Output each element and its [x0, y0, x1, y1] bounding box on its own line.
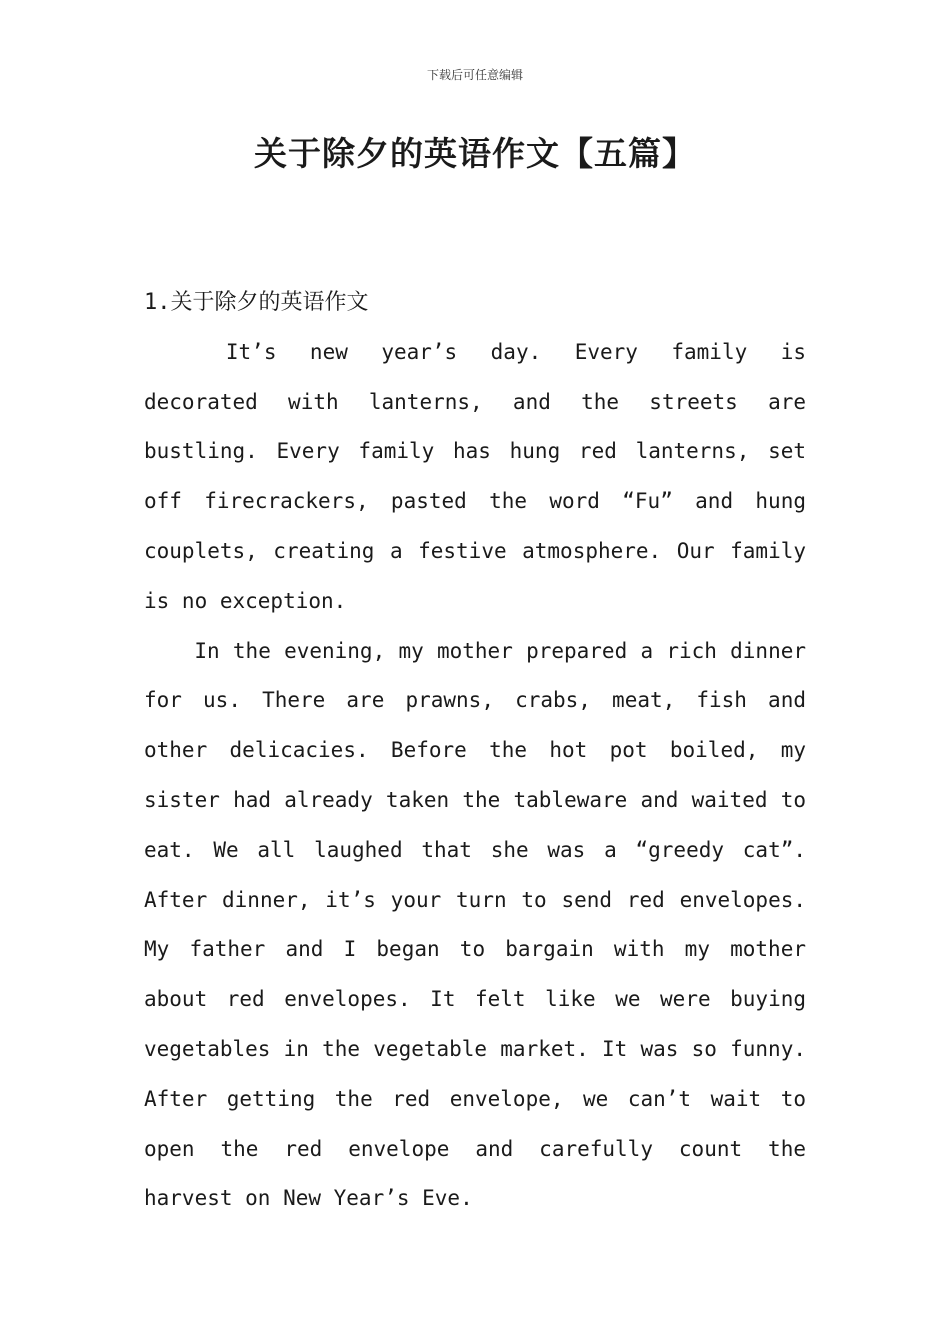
paragraph-2: In the evening, my mother prepared a rich dinner for us. There are prawns, crabs, meat, fish and other delicacies. Before the hot pot boiled, my sister had already taken the tableware and waited to eat. We all laughed that she was a “greedy cat”. After dinner, it’s your turn to send red envelopes. My father and I began to bargain with my mother about red envelopes. It felt like we were buying vegetables in the vegetable market. It was so funny. After getting the red envelope, we can’t wait to open the red envelope and carefully count the harvest on New Year’s Eve.	[144, 638, 806, 1211]
section-heading: 1.关于除夕的英语作文	[144, 290, 369, 315]
paragraph-1: It’s new year’s day. Every family is decorated with lanterns, and the streets are bustling. Every family has hung red lanterns, set off firecrackers, pasted the word “Fu” and hung couplets, creating a festive atmosphere. Our family is no exception.	[144, 339, 806, 613]
header-note: 下载后可任意编辑	[426, 68, 523, 82]
document-body	[144, 278, 806, 1224]
document-title: 关于除夕的英语作文【五篇】	[254, 134, 696, 173]
